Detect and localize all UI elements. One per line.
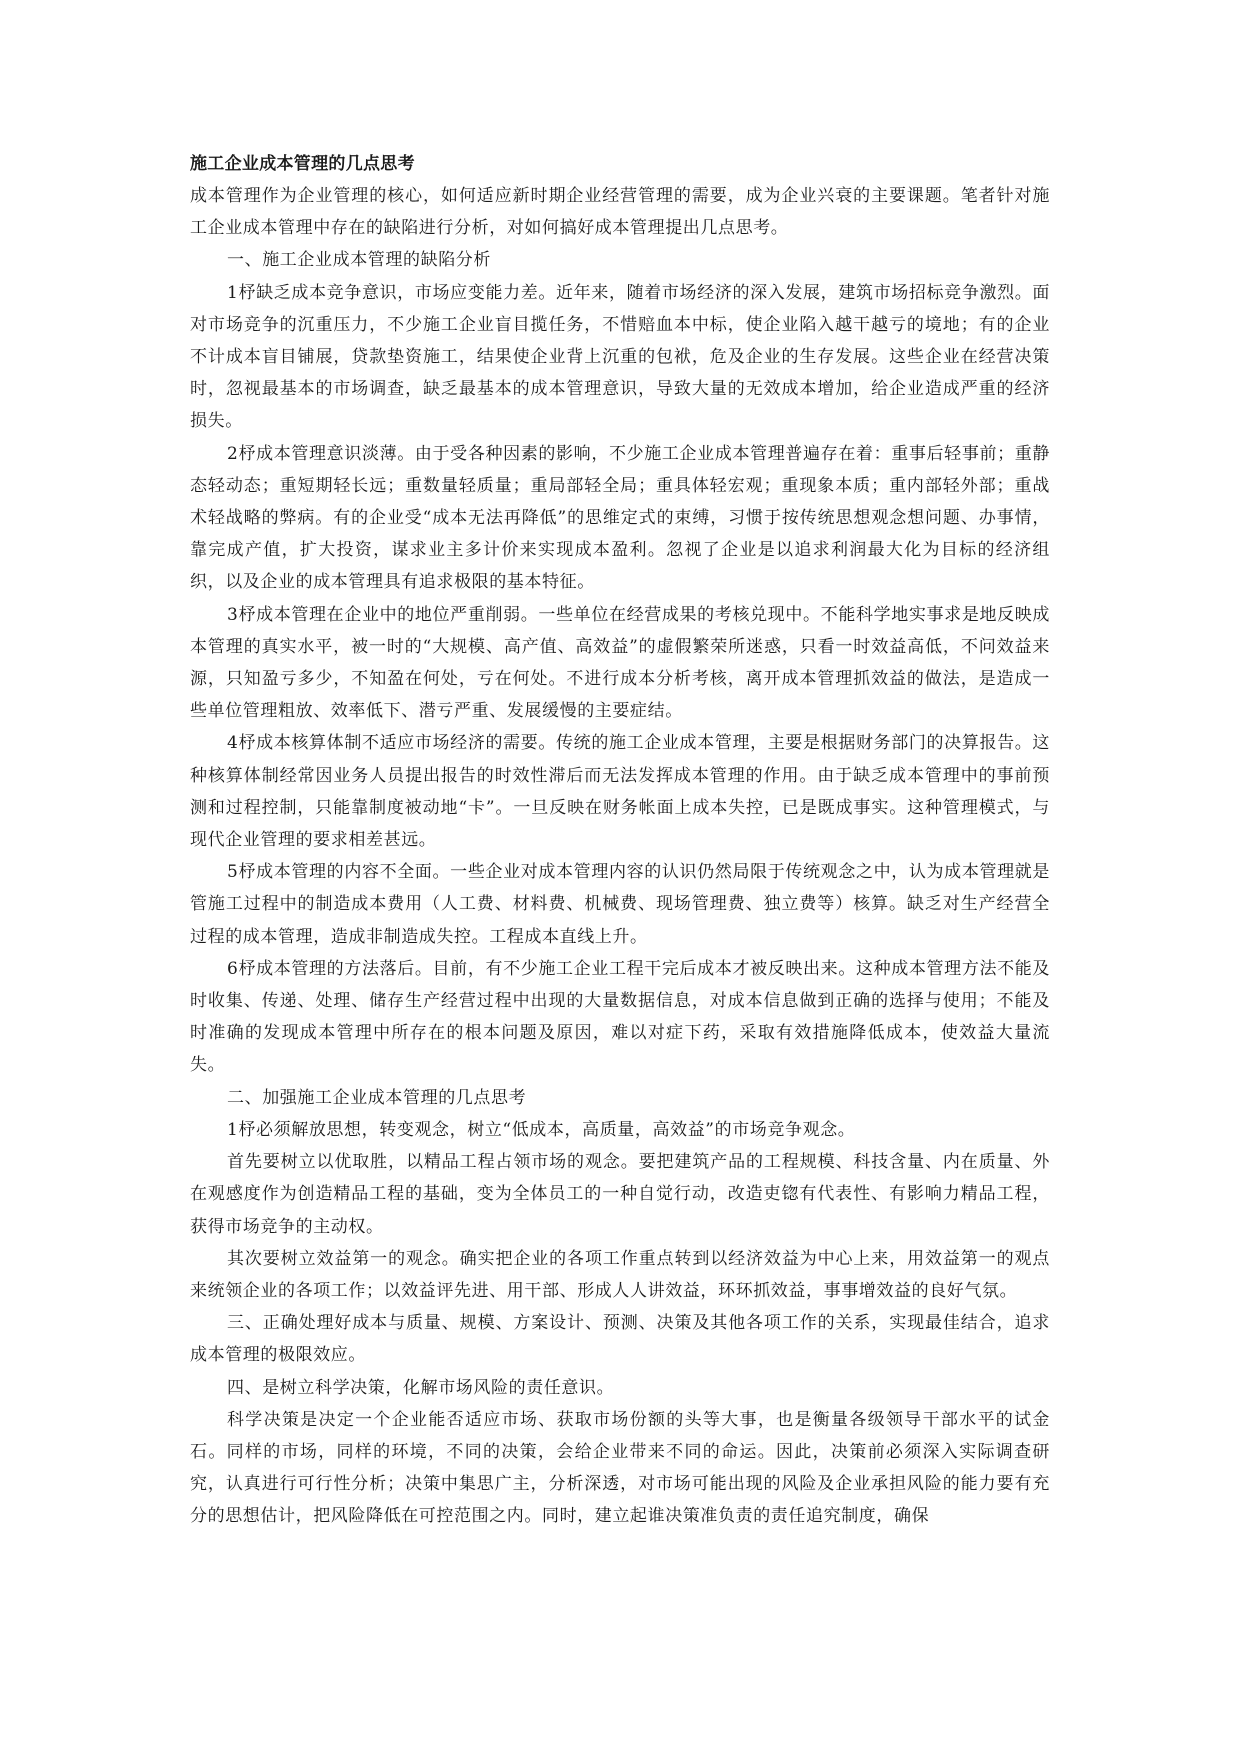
paragraph: 2杼成本管理意识淡薄。由于受各种因素的影响，不少施工企业成本管理普遍存在着：重事后轻事前；重静态轻动态；重短期轻长远；重数量轻质量；重局部轻全局；重具体轻宏观；重现象本质；重内部轻外部；重战术轻战略的弊病。有的企业受“成本无法再降低”的思维定式的束缚，习惯于按传统思想观念想问题、办事情，靠完成产值，扩大投资，谋求业主多计价来实现成本盈利。忽视了企业是以追求利润最大化为目标的经济组织，以及企业的成本管理具有追求极限的基本特征。 (190, 443, 1050, 593)
paragraph: 三、正确处理好成本与质量、规模、方案设计、预测、决策及其他各项工作的关系，实现最佳结合，追求成本管理的极限效应。 (190, 1313, 1050, 1366)
paragraph: 科学决策是决定一个企业能否适应市场、获取市场份额的头等大事，也是衡量各级领导干部水平的试金石。同样的市场，同样的环境，不同的决策，会给企业带来不同的命运。因此，决策前必须深入实际调查研究，认真进行可行性分析；决策中集思广主，分析深透，对市场可能出现的风险及企业承担风险的能力要有充分的思想估计，把风险降低在可控范围之内。同时，建立起谁决策准负责的责任追究制度，确保 (190, 1409, 1050, 1527)
paragraph: 一、施工企业成本管理的缺陷分析 (227, 250, 491, 271)
paragraph: 成本管理作为企业管理的核心，如何适应新时期企业经营管理的需要，成为企业兴衰的主要课题。笔者针对施工企业成本管理中存在的缺陷进行分析，对如何搞好成本管理提出几点思考。 (190, 186, 1050, 239)
document-body (190, 180, 1050, 1533)
document-page (190, 148, 1050, 1533)
paragraph: 6杼成本管理的方法落后。目前，有不少施工企业工程干完后成本才被反映出来。这种成本管理方法不能及时收集、传递、处理、储存生产经营过程中出现的大量数据信息，对成本信息做到正确的选择与使用；不能及时准确的发现成本管理中所存在的根本问题及原因，难以对症下药，采取有效措施降低成本，使效益大量流失。 (190, 958, 1050, 1076)
paragraph: 首先要树立以优取胜，以精品工程占领市场的观念。要把建筑产品的工程规模、科技含量、内在质量、外在观感度作为创造精品工程的基础，变为全体员工的一种自觉行动，改造吏锪有代表性、有影响力精品工程，获得市场竞争的主动权。 (190, 1152, 1050, 1237)
paragraph: 其次要树立效益第一的观念。确实把企业的各项工作重点转到以经济效益为中心上来，用效益第一的观点来统领企业的各项工作；以效益评先进、用干部、形成人人讲效益，环环抓效益，事事增效益的良好气氛。 (190, 1248, 1050, 1301)
document-title: 施工企业成本管理的几点思考 (190, 154, 415, 174)
paragraph: 4杼成本核算体制不适应市场经济的需要。传统的施工企业成本管理，主要是根据财务部门的决算报告。这种核算体制经常因业务人员提出报告的时效性滞后而无法发挥成本管理的作用。由于缺乏成本管理中的事前预测和过程控制，只能靠制度被动地“卡”。一旦反映在财务帐面上成本失控，已是既成事实。这种管理模式，与现代企业管理的要求相差甚远。 (190, 733, 1050, 851)
paragraph: 1杼必须解放思想，转变观念，树立“低成本，高质量，高效益”的市场竞争观念。 (227, 1119, 856, 1140)
paragraph: 3杼成本管理在企业中的地位严重削弱。一些单位在经营成果的考核兑现中。不能科学地实事求是地反映成本管理的真实水平，被一时的“大规模、高产值、高效益”的虚假繁荣所迷惑，只看一时效益高低，不问效益来源，只知盈亏多少，不知盈在何处，亏在何处。不进行成本分析考核，离开成本管理抓效益的做法，是造成一些单位管理粗放、效率低下、潜亏严重、发展缓慢的主要症结。 (190, 604, 1050, 722)
paragraph: 二、加强施工企业成本管理的几点思考 (227, 1087, 527, 1108)
paragraph: 四、是树立科学决策，化解市场风险的责任意识。 (227, 1377, 615, 1398)
paragraph: 1杼缺乏成本竞争意识，市场应变能力差。近年来，随着市场经济的深入发展，建筑市场招标竞争激烈。面对市场竞争的沉重压力，不少施工企业盲目揽任务，不惜赔血本中标，使企业陷入越干越亏的境地；有的企业不计成本盲目铺展，贷款垫资施工，结果使企业背上沉重的包袱，危及企业的生存发展。这些企业在经营决策时，忽视最基本的市场调查，缺乏最基本的成本管理意识，导致大量的无效成本增加，给企业造成严重的经济损失。 (190, 282, 1050, 432)
paragraph: 5杼成本管理的内容不全面。一些企业对成本管理内容的认识仍然局限于传统观念之中，认为成本管理就是管施工过程中的制造成本费用（人工费、材料费、机械费、现场管理费、独立费等）核算。缺乏对生产经营全过程的成本管理，造成非制造成失控。工程成本直线上升。 (190, 862, 1050, 947)
